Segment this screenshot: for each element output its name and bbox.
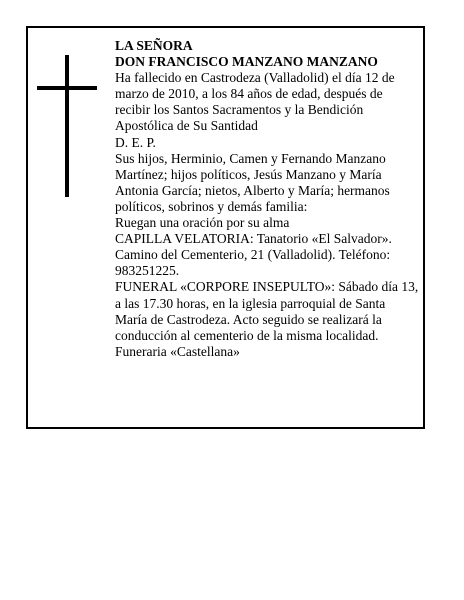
deceased-name: DON FRANCISCO MANZANO MANZANO xyxy=(115,54,378,70)
chapel-info: CAPILLA VELATORIA: Tanatorio «El Salvador». Camino del Cementerio, 21 (Valladolid). Teléfono: 983251225. xyxy=(115,231,392,279)
family-list: Sus hijos, Herminio, Camen y Fernando Manzano Martínez; hijos políticos, Jesús Manzano y María Antonia García; nietos, Alberto y María; hermanos políticos, sobrinos y demás familia: xyxy=(115,150,390,214)
funeral-home: Funeraria «Castellana» xyxy=(115,343,240,359)
rip-text: D. E. P. xyxy=(115,134,156,150)
cross-icon xyxy=(37,55,97,197)
notice-body xyxy=(115,38,420,360)
death-announcement: Ha fallecido en Castrodeza (Valladolid) el día 12 de marzo de 2010, a los 84 años de edad, después de recibir los Santos Sacramentos y la Bendición Apostólica de Su Santidad xyxy=(115,70,395,134)
prayer-request: Ruegan una oración por su alma xyxy=(115,215,290,231)
funeral-info: FUNERAL «CORPORE INSEPULTO»: Sábado día 13, a las 17.30 horas, en la iglesia parroquial de Santa María de Castrodeza. Acto seguido se realizará la conducción al cementerio de la misma localidad. xyxy=(115,279,419,343)
notice-title: LA SEÑORA xyxy=(115,38,193,53)
